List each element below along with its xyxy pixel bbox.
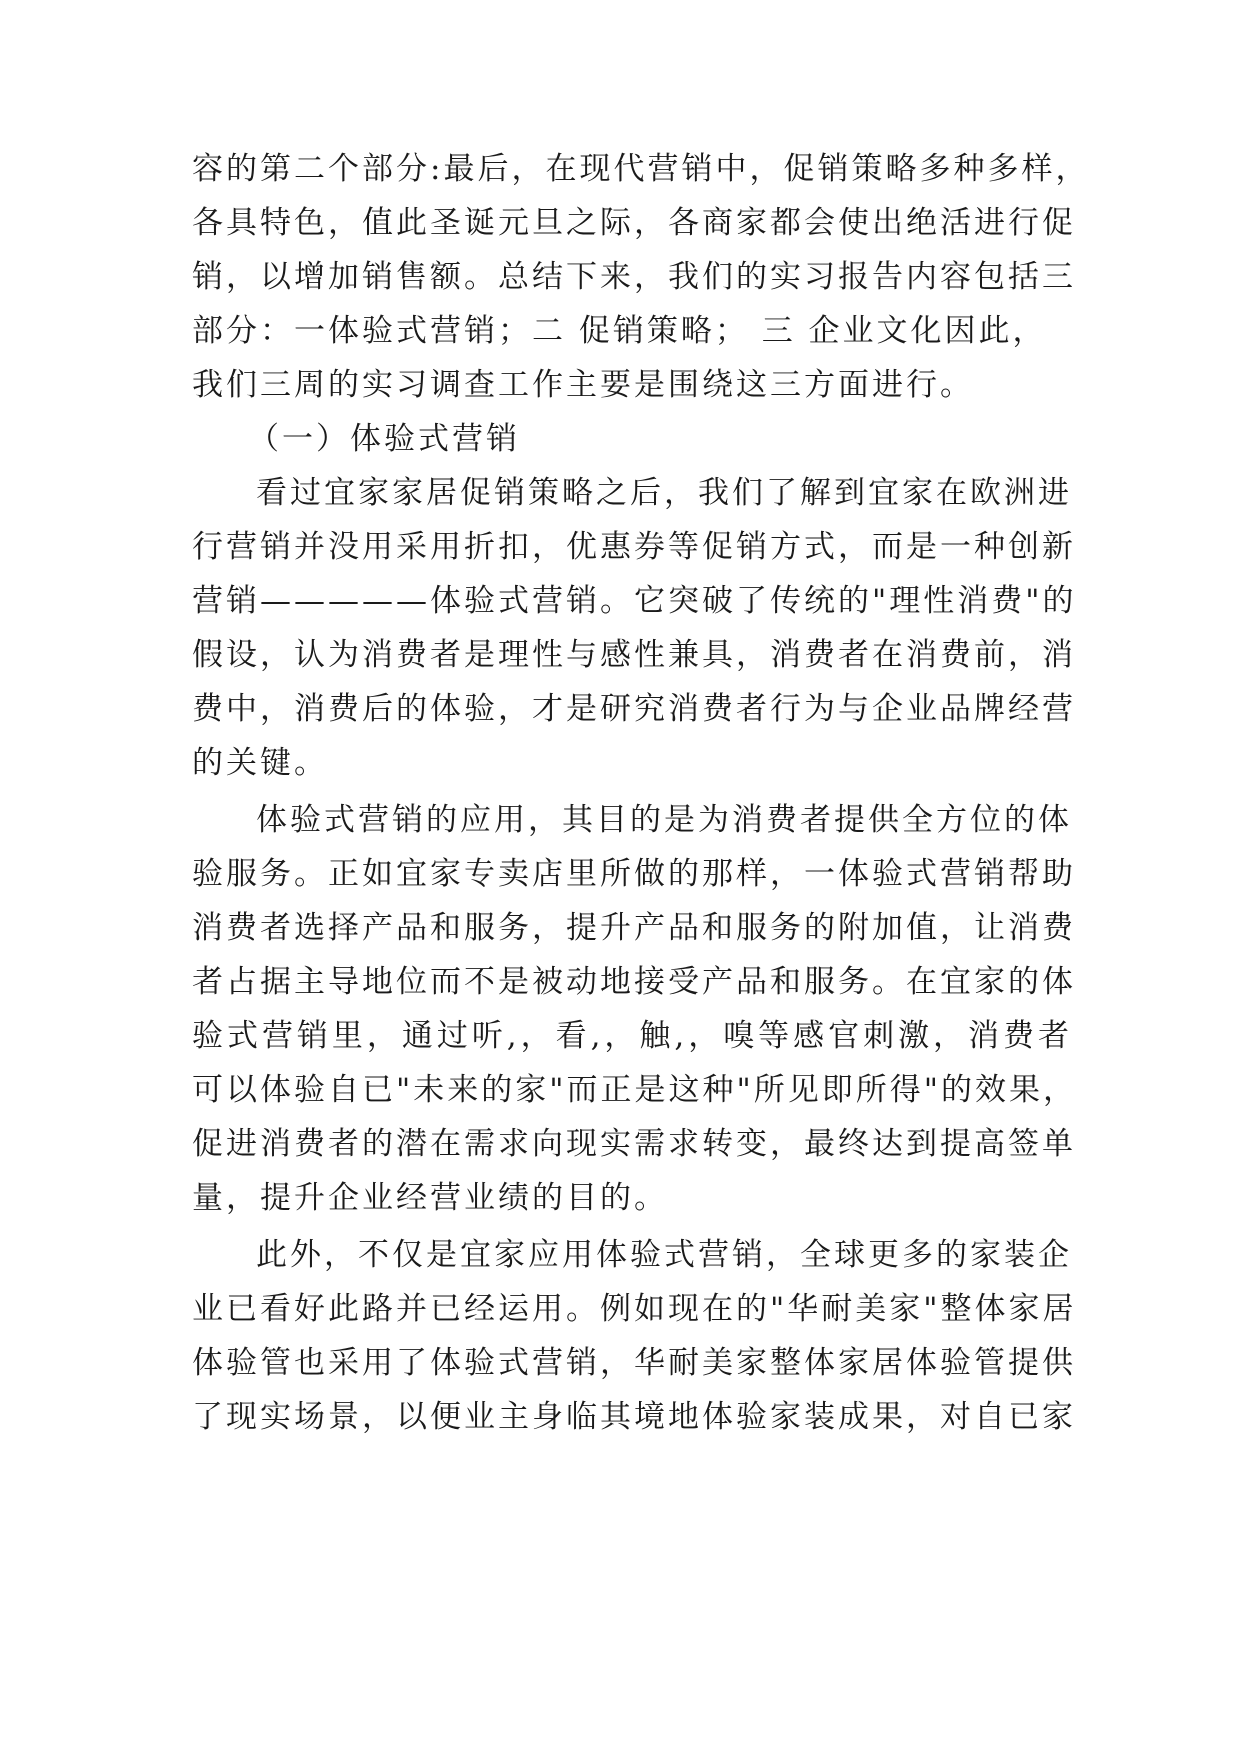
text-line: 量，提升企业经营业绩的目的。 xyxy=(192,1180,668,1216)
text-line: 容的第二个部分:最后，在现代营销中，促销策略多种多样， xyxy=(192,151,1090,187)
text-line: 者占据主导地位而不是被动地接受产品和服务。在宜家的体 xyxy=(192,964,1076,1000)
text-line: 的关键。 xyxy=(192,745,328,781)
text-line: 行营销并没用采用折扣，优惠券等促销方式，而是一种创新 xyxy=(192,529,1076,565)
text-line: 营销—————体验式营销。它突破了传统的"理性消费"的 xyxy=(192,583,1077,619)
text-line: 验服务。正如宜家专卖店里所做的那样，一体验式营销帮助 xyxy=(192,856,1076,892)
text-line: 销，以增加销售额。总结下来，我们的实习报告内容包括三 xyxy=(192,259,1076,295)
text-line: 费中，消费后的体验，才是研究消费者行为与企业品牌经营 xyxy=(192,691,1076,727)
text-line: 此外，不仅是宜家应用体验式营销，全球更多的家装企 xyxy=(256,1237,1072,1273)
text-line: 了现实场景，以便业主身临其境地体验家装成果，对自已家 xyxy=(192,1399,1076,1435)
text-line: 促进消费者的潜在需求向现实需求转变，最终达到提高签单 xyxy=(192,1126,1076,1162)
text-line: 业已看好此路并已经运用。例如现在的"华耐美家"整体家居 xyxy=(192,1291,1077,1327)
text-line: 体验式营销的应用，其目的是为消费者提供全方位的体 xyxy=(256,802,1072,838)
text-line: 可以体验自已"未来的家"而正是这种"所见即所得"的效果， xyxy=(192,1072,1078,1108)
text-line: 看过宜家家居促销策略之后，我们了解到宜家在欧洲进 xyxy=(256,475,1072,511)
text-line: 体验管也采用了体验式营销，华耐美家整体家居体验管提供 xyxy=(192,1345,1076,1381)
text-line: 我们三周的实习调查工作主要是围绕这三方面进行。 xyxy=(192,367,974,403)
text-line: 各具特色，值此圣诞元旦之际，各商家都会使出绝活进行促 xyxy=(192,205,1076,241)
text-line: 验式营销里，通过听,，看,，触,，嗅等感官刺激，消费者 xyxy=(192,1018,1072,1054)
text-line: 假设，认为消费者是理性与感性兼具，消费者在消费前，消 xyxy=(192,637,1076,673)
section-heading: （一）体验式营销 xyxy=(248,421,520,457)
text-line: 部分：一体验式营销；二 促销策略； 三 企业文化因此， xyxy=(192,313,1047,349)
text-line: 消费者选择产品和服务，提升产品和服务的附加值，让消费 xyxy=(192,910,1076,946)
